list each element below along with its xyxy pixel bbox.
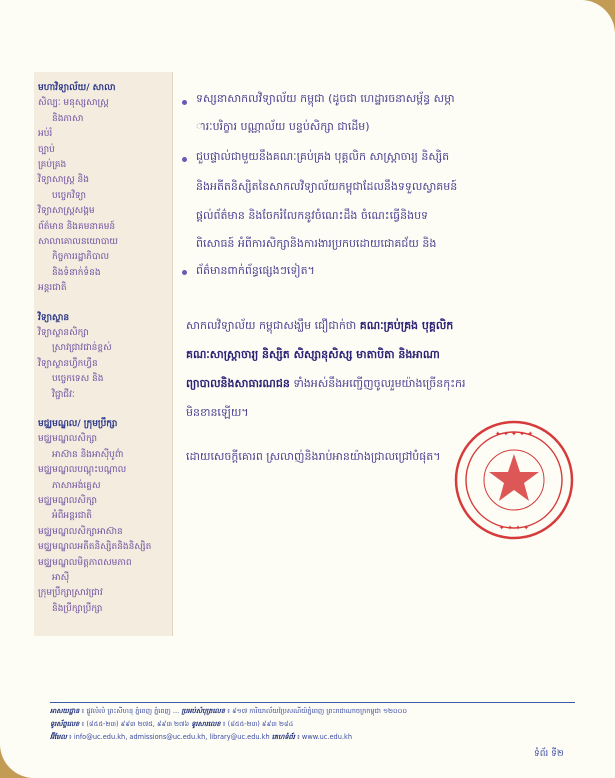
sidebar-link[interactable]: វិជ្ជាជីវៈ [52, 389, 75, 400]
sidebar-link[interactable]: និងភាសា [52, 113, 84, 124]
paragraph-line: មិនខានឡើយ។ [186, 406, 249, 419]
footer-value: ៖ ផ្លូវលំលំ ព្រះសីហនុ ភ្នំពេញ ភ្នំពេញ ... [81, 707, 180, 715]
paragraph-text: ទាំងអស់នឹងអញ្ជើញចូលរួមយ៉ាងច្រើនកុះករ [293, 377, 466, 390]
footer-value: ៖ ៩១៧ ការិយាល័យប្រៃសណីយ៍ភ្នំពេញ ព្រះរាជាណាចក្រកម្ពុជា ១២០០០ [227, 707, 407, 715]
sidebar-link[interactable]: សិល្បៈ មនុស្សសាស្ត្រ [38, 98, 109, 109]
footer-label: អាសយដ្ឋាន [50, 707, 80, 715]
sidebar-link[interactable]: មជ្ឈមណ្ឌលបណ្តុះបណ្តាល [38, 465, 127, 476]
footer-value: ៖ (៨៥៥-២៣) ៩៩៣ ២៨៤ [222, 720, 294, 728]
footer-web-link[interactable]: ៖ www.uc.edu.kh [296, 733, 353, 741]
footer-contact [50, 732, 352, 742]
sidebar-link[interactable]: មជ្ឈមណ្ឌលសិក្សាអាស៊ាន [38, 526, 123, 537]
sidebar-link[interactable]: កិច្ចការរដ្ឋាភិបាល [52, 252, 110, 263]
sidebar-link[interactable]: មជ្ឈមណ្ឌលសិក្សា [38, 496, 98, 506]
bullet-line: ារៈបរិក្ខារ បណ្ណាល័យ បន្ទប់សិក្សា ជាដើម) [196, 120, 370, 133]
paragraph-line-bold: គណៈសាស្ត្រាចារ្យ និស្សិត សិស្សានុសិស្ស មាតាបិតា និងអាណា [186, 348, 440, 361]
sidebar-link[interactable]: ច្បាប់ [38, 144, 55, 155]
bullet-line: ព័ត៌មានពាក់ព័ន្ធផ្សេងៗទៀត។ [196, 264, 315, 277]
bullet-line: ជួបផ្ទាល់ជាមួយនឹងគណៈគ្រប់គ្រង បុគ្គលិក សាស្ត្រាចារ្យ និស្សិត [196, 150, 450, 163]
paragraph-emphasis: ព្យាបាលនិងសាធារណជន [186, 377, 290, 390]
sidebar-link[interactable]: វិទ្យាសាស្ត្រសង្គម [38, 206, 95, 217]
sidebar-link[interactable]: បច្ចេកវិទ្យា [52, 190, 86, 201]
paragraph-text: សាកលវិទ្យាល័យ កម្ពុជាសង្ឃឹម ជឿជាក់ថា [186, 319, 357, 332]
footer-label: ទូរស័ព្ទលេខ [50, 720, 80, 728]
svg-text:✦ ✦ ✦ ✦: ✦ ✦ ✦ ✦ [498, 524, 530, 532]
sidebar-link[interactable]: និងទំនាក់ទំនង [52, 267, 101, 278]
bullet-line: ពិសោធន៍ អំពីការសិក្សានិងការងារប្រកបដោយជោគជ័យ និង [196, 237, 437, 250]
sidebar-link[interactable]: ស្រាវជ្រាវជាន់ខ្ពស់ [52, 343, 112, 354]
svg-text:✦ ✦ ✦ ✦ ✦: ✦ ✦ ✦ ✦ ✦ [494, 430, 534, 438]
sidebar-link[interactable]: វិទ្យាស្ថានហ្វឹកហ្វឺន [38, 358, 98, 369]
footer-divider [50, 702, 575, 703]
sidebar-link[interactable]: អន្តរជាតិ [38, 283, 67, 294]
sidebar-link[interactable]: មជ្ឈមណ្ឌលអតីតនិស្សិតនិងនិស្សិត [38, 542, 152, 553]
footer-value: ៖ (៨៥៥-២៣) ៩៩៣ ២៧៥, ៩៩៣ ២៧៦ [81, 720, 190, 728]
sidebar-link[interactable]: មជ្ឈមណ្ឌលសិក្សា [38, 434, 98, 445]
sidebar-link[interactable]: មជ្ឈមណ្ឌលមិត្តភាពសមភាព [38, 557, 132, 568]
footer-email-link[interactable]: ៖ info@uc.edu.kh, admissions@uc.edu.kh, library@uc.edu.kh [68, 733, 270, 741]
footer-label: អ៊ីមែល [50, 733, 67, 741]
sidebar-link[interactable]: ព័ត៌មាន និងគមនាគមន៍ [38, 221, 116, 232]
bullet-line: ទស្សនាសាកលវិទ្យាល័យ កម្ពុជា (ដូចជា ហេដ្ឋារចនាសម្ព័ន្ធ សម្ភា [196, 92, 455, 105]
sidebar-link[interactable]: និងប្រឹក្សាប្រឹក្សា [52, 603, 103, 614]
sidebar-link[interactable]: អាស៊ាន និងអាស៊ីបូព៌ា [52, 449, 124, 460]
sidebar-link[interactable]: គ្រប់គ្រង [38, 160, 67, 170]
sidebar-link[interactable]: អំពីអន្តរជាតិ [52, 511, 92, 522]
footer-label: ទូរសារលេខ [191, 720, 221, 728]
bullet-dot [182, 270, 187, 275]
page-number: ទំព័រ ទី២ [534, 749, 564, 759]
paragraph-line [186, 315, 453, 337]
footer-label: គេហទំព័រ [271, 733, 295, 741]
official-seal [452, 418, 576, 542]
sidebar-section-heading: មជ្ឈមណ្ឌល/ ក្រុមប្រឹក្សា [38, 419, 118, 429]
sidebar-link[interactable]: ភាសាអង់គ្លេស [52, 480, 101, 491]
paragraph-emphasis: គណៈគ្រប់គ្រង បុគ្គលិក [359, 319, 454, 332]
sidebar-section-heading: វិទ្យាស្ថាន [38, 312, 70, 323]
sidebar-link[interactable]: ក្រុមប្រឹក្សាស្រាវជ្រាវ [38, 588, 103, 599]
sidebar-section-heading: មហាវិទ្យាល័យ/ សាលា [38, 83, 116, 93]
footer-phone [50, 719, 293, 729]
bullet-line: និងអតីតនិស្សិតនៃសាកលវិទ្យាល័យកម្ពុជាដែលនឹងទទួលស្វាគមន៍ [196, 180, 458, 193]
sidebar-link[interactable]: អប់រំ [38, 129, 53, 140]
bullet-dot [182, 157, 187, 162]
sidebar-link[interactable]: សាលាគោលនយោបាយ [38, 237, 118, 247]
sidebar-link[interactable]: វិទ្យាសាស្ត្រ និង [38, 175, 89, 186]
sidebar-link[interactable]: អាស៊ី [52, 573, 70, 583]
paragraph-line [186, 373, 466, 395]
closing-line: ដោយសេចក្តីគោរព ស្រលាញ់និងរាប់អានយ៉ាងជ្រាលជ្រៅបំផុត។ [186, 450, 441, 463]
bullet-line: ផ្តល់ព័ត៌មាន និងចែករំលែកនូវចំណេះដឹង ចំណេះធ្វើនិងបទ [196, 209, 429, 222]
footer-address [50, 706, 407, 716]
sidebar-link[interactable]: បច្ចេកទេស និង [52, 374, 104, 385]
sidebar-link[interactable]: វិទ្យាស្ថានសិក្សា [38, 328, 89, 338]
footer-label: ប្រអប់សំបុត្រលេខ [181, 707, 226, 715]
bullet-dot [182, 100, 187, 105]
